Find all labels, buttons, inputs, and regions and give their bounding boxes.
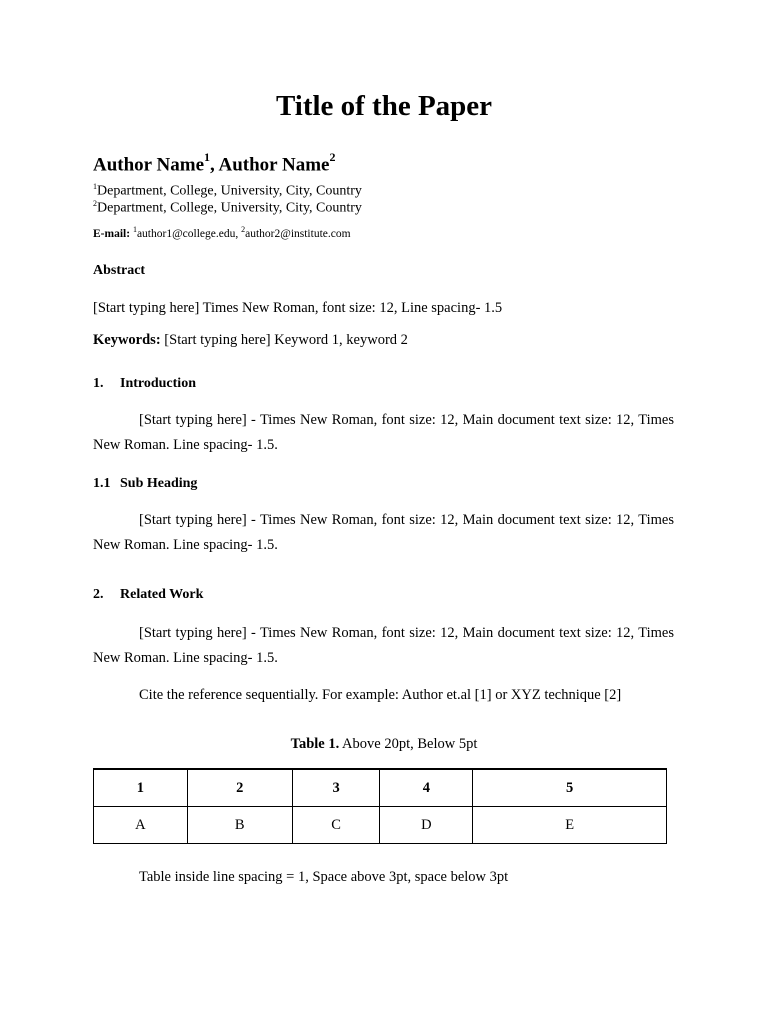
section-number: 1.1 — [93, 476, 111, 491]
affiliation-1 — [93, 182, 362, 200]
abstract-text: [Start typing here] Times New Roman, font size: 12, Line spacing- 1.5 — [93, 300, 503, 316]
section-number: 1. — [93, 376, 104, 391]
affiliation-superscript: 2 — [93, 199, 97, 208]
table-header-row — [94, 769, 667, 807]
table-header-cell: 1 — [94, 769, 188, 807]
table-cell: E — [473, 807, 667, 844]
section-heading-related-work — [93, 587, 203, 603]
keywords-text: [Start typing here] Keyword 1, keyword 2 — [160, 332, 408, 348]
paper-title: Title of the Paper — [275, 90, 493, 122]
author-line — [93, 152, 335, 176]
related-work-paragraph: [Start typing here] - Times New Roman, font size: 12, Main document text size: 12, Times New Roman. Line spacing- 1.5. — [93, 625, 674, 666]
email-address: author1@college.edu, — [136, 227, 242, 240]
affiliation-text: Department, College, University, City, Country — [97, 183, 362, 199]
table-note: Table inside line spacing = 1, Space above 3pt, space below 3pt — [139, 869, 509, 885]
section-title: Related Work — [120, 587, 204, 602]
abstract-heading: Abstract — [93, 263, 146, 278]
affiliation-text: Department, College, University, City, Country — [97, 200, 362, 216]
email-superscript: 1 — [132, 225, 137, 234]
section-heading-introduction — [93, 376, 196, 392]
table-header-cell: 3 — [292, 769, 380, 807]
data-table — [93, 768, 667, 844]
affiliation-2 — [93, 199, 362, 217]
table-cell: D — [380, 807, 473, 844]
table-caption-label: Table 1. — [290, 736, 340, 752]
subsection-heading — [93, 476, 197, 492]
section-number: 2. — [93, 587, 104, 602]
table-header-cell: 5 — [473, 769, 667, 807]
citation-example: Cite the reference sequentially. For example: Author et.al [1] or XYZ technique [2] — [139, 687, 622, 703]
email-address: author2@institute.com — [245, 227, 351, 240]
keywords-line — [93, 332, 408, 349]
author-superscript: 1 — [204, 150, 211, 164]
table-cell: A — [94, 807, 188, 844]
email-line — [93, 225, 351, 240]
author-name: Author Name — [93, 154, 205, 176]
table-row — [94, 807, 667, 844]
table-cell: B — [187, 807, 292, 844]
author-name: Author Name — [218, 154, 330, 176]
table-caption — [0, 736, 768, 753]
table-header-cell: 2 — [187, 769, 292, 807]
subsection-paragraph: [Start typing here] - Times New Roman, font size: 12, Main document text size: 12, Times New Roman. Line spacing- 1.5. — [93, 512, 674, 553]
affiliation-superscript: 1 — [93, 182, 97, 191]
section-title: Introduction — [120, 376, 196, 391]
email-label: E-mail: — [93, 227, 133, 240]
table-cell: C — [292, 807, 380, 844]
introduction-paragraph: [Start typing here] - Times New Roman, font size: 12, Main document text size: 12, Times New Roman. Line spacing- 1.5. — [93, 412, 674, 453]
table-caption-text: Above 20pt, Below 5pt — [339, 736, 478, 752]
table-header-cell: 4 — [380, 769, 473, 807]
author-superscript: 2 — [329, 150, 336, 164]
email-superscript: 2 — [241, 225, 246, 234]
author-separator: , — [210, 154, 219, 176]
section-title: Sub Heading — [120, 476, 198, 491]
keywords-label: Keywords: — [93, 332, 161, 348]
